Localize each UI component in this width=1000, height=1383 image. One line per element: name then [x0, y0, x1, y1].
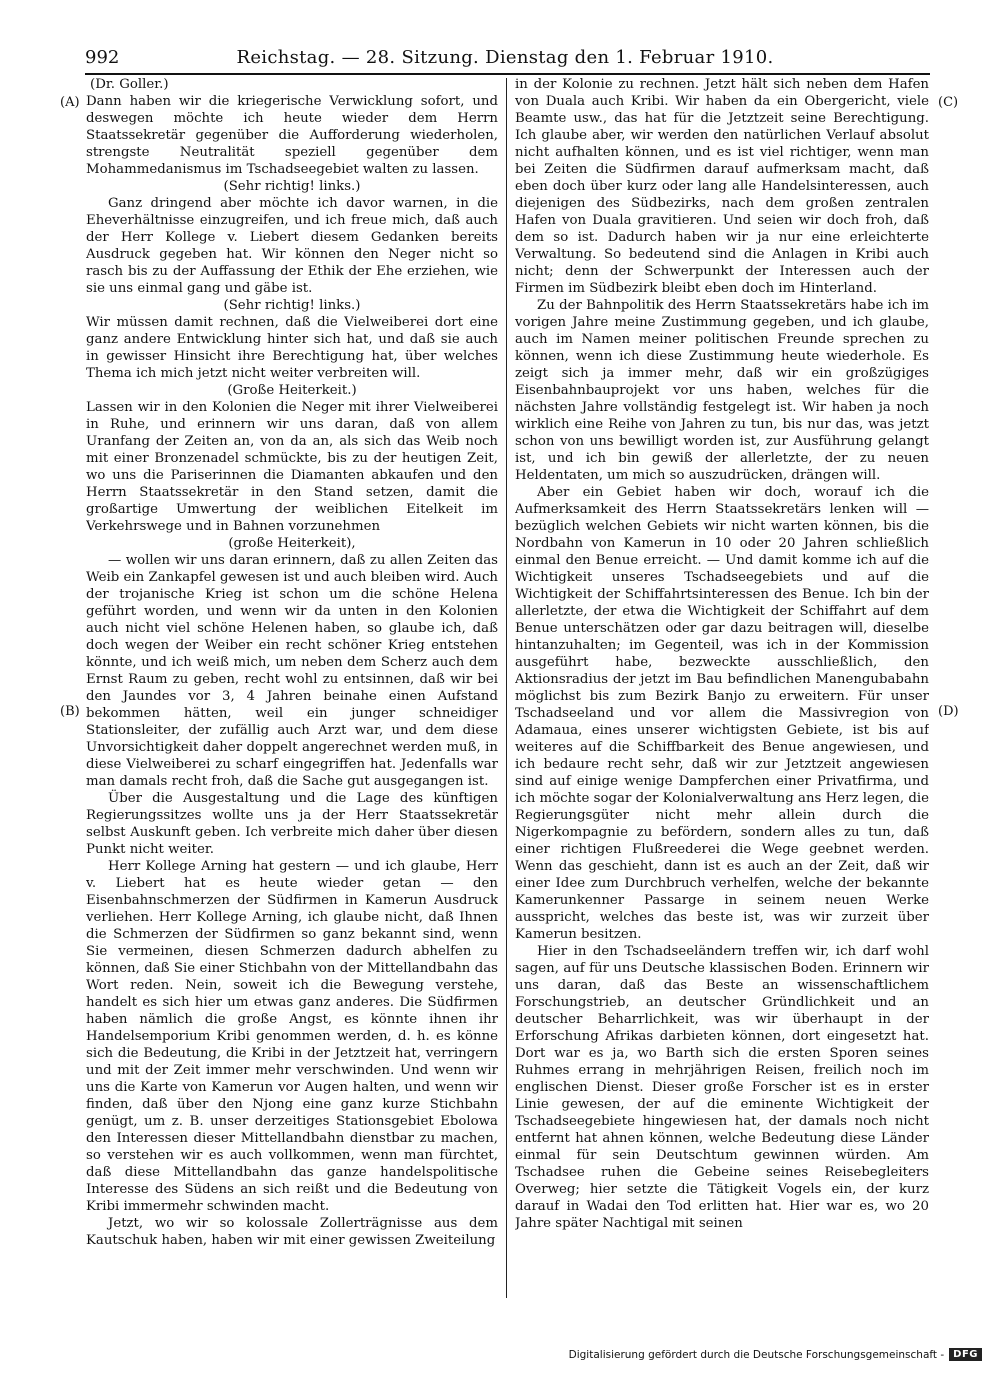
header-rule: [85, 73, 930, 75]
column-divider: [506, 78, 507, 1298]
paragraph: Hier in den Tschadseeländern treffen wir, ich darf wohl sagen, auf für uns Deutsche klassischen Boden. Erinnern wir uns daran, daß das Beste an wissenschaftlichem Forschungstrieb, an deutscher Gründlichkeit und an deutscher Beharrlichkeit, was wir überhaupt in der Erforschung Afrikas darbieten können, dort eingesetzt hat. Dort war es ja, wo Barth sich die ersten Sporen seines Ruhmes errang in mehrjährigen Reisen, freilich noch im englischen Dienst. Dieser große Forscher ist es in erster Linie gewesen, der auf die eminente Wichtigkeit der Tschadseegebiete hingewiesen hat, der damals noch nicht entfernt hat ahnen können, welche Bedeutung diese Länder einmal für sein Deutschtum gewinnen würden. Am Tschadsee ruhen die Gebeine seines Reisebegleiters Overweg; hier setzte die Tätigkeit Vogels ein, der kurz darauf in Wadai den Tod erlitten hat. Hier war es, wo 20 Jahre später Nachtigal mit seinen: [515, 944, 929, 1231]
paragraph: Dann haben wir die kriegerische Verwicklung sofort, und deswegen möchte ich heute wieder dem Herrn Staatssekretär gegenüber die Aufforderung wiederholen, strengste Neutralität speziell gegenüber dem Mohammedanismus im Tschadseegebiet walten zu lassen.: [86, 94, 498, 177]
margin-letter-a: (A): [60, 95, 80, 110]
margin-letter-b: (B): [60, 704, 80, 719]
margin-letter-d: (D): [938, 704, 959, 719]
credit-text: Digitalisierung gefördert durch die Deutsche Forschungsgemeinschaft -: [568, 1348, 945, 1361]
paragraph: — wollen wir uns daran erinnern, daß zu allen Zeiten das Weib ein Zankapfel gewesen ist und auch bleiben wird. Auch der trojanische Krieg ist schon um die schöne Helena geführt worden, und wenn wir da unten in den Kolonien auch nicht viel schöne Helenen haben, so glaube ich, daß doch wegen der Weiber ein recht schöner Krieg entstehen könnte, und ich weiß mich, um neben dem Scherz auch dem Ernst Raum zu geben, recht wohl zu entsinnen, daß wir bei den Jaundes vor 3, 4 Jahren beinahe einen Aufstand bekommen hätten, weil ein junger schneidiger Stationsleiter, der zufällig auch Arzt war, und dem diese Unvorsichtigkeit daher doppelt angerechnet werden muß, in diese Vielweiberei zu scharf eingegriffen hat. Jedenfalls war man damals recht froh, daß die Sache gut ausgegangen ist.: [86, 553, 498, 789]
page-header: [85, 47, 925, 71]
margin-letter-c: (C): [938, 95, 959, 110]
interjection: (große Heiterkeit),: [228, 536, 356, 551]
paragraph: Lassen wir in den Kolonien die Neger mit ihrer Vielweiberei in Ruhe, und erinnern wir uns daran, daß von allem Uranfang der Zeiten an, von da an, als sich das Weib noch mit einer Bronzenadel schmückte, bis zu der heutigen Zeit, wo uns die Pariserinnen die Diamanten abkaufen und den Herrn Staatssekretär in den Stand setzen, damit die großartige Umwertung der weiblichen Eitelkeit im Verkehrswege und in Bahnen vorzunehmen: [86, 400, 498, 534]
speaker-label: (Dr. Goller.): [90, 77, 169, 92]
left-column: [86, 76, 498, 1296]
paragraph: Aber ein Gebiet haben wir doch, worauf ich die Aufmerksamkeit des Herrn Staatssekretärs lenken will — bezüglich welchen Gebiets wir nicht warten können, bis die Nordbahn von Kamerun in 10 oder 20 Jahren schließlich einmal den Benue erreicht. — Und damit komme ich auf die Wichtigkeit unseres Tschadseegebiets und auf die Wichtigkeit der Schiffahrtsinteressen des Benue. Ich bin der allerletzte, der etwa die Wichtigkeit der Schiffahrt auf dem Benue unterschätzen oder gar dazu beitragen will, dieselbe hintanzuhalten; im Gegenteil, was ich in der Kommission ausgeführt habe, bezweckte ausschließlich, den Aktionsradius der jetzt im Bau befindlichen Manengubabahn möglichst bis zum Bezirk Banjo zu erweitern. Für unser Tschadseeland und vor allem die Massivregion von Adamaua, eines unserer wichtigsten Gebiete, ist bis auf weiteres auf die Schiffbarkeit des Benue angewiesen, und ich bedaure recht sehr, daß wir zur Jetztzeit angewiesen sind auf einige wenige Dampferchen einer Privatfirma, und ich möchte sogar der Kolonialverwaltung ans Herz legen, die Regierungsgüter nicht mehr allein durch die Nigerkompagnie zu befördern, sondern alles zu tun, daß einer richtigen Flußreederei die Wege geebnet werden. Wenn das geschieht, dann ist es auch an der Zeit, daß wir einer Idee zum Durchbruch verhelfen, welche der bekannte Kamerunkenner Passarge in seinem neuen Werke ausspricht, welches das beste ist, was wir zurzeit über Kamerun besitzen.: [515, 485, 929, 942]
dfg-logo-icon: DFG: [949, 1348, 982, 1361]
right-column: [515, 76, 929, 1296]
paragraph: Jetzt, wo wir so kolossale Zollerträgnisse aus dem Kautschuk haben, haben wir mit einer gewissen Zweiteilung: [86, 1216, 498, 1248]
digitization-credit: [569, 1348, 982, 1361]
paragraph: Über die Ausgestaltung und die Lage des künftigen Regierungssitzes wollte uns ja der Herr Staatssekretär selbst Auskunft geben. Ich verbreite mich daher über diesen Punkt nicht weiter.: [86, 791, 498, 857]
interjection: (Sehr richtig! links.): [223, 179, 361, 194]
interjection: (Große Heiterkeit.): [227, 383, 357, 398]
paragraph: in der Kolonie zu rechnen. Jetzt hält sich neben dem Hafen von Duala auch Kribi. Wir haben da ein Obergericht, viele Beamte usw., das hat für die Jetztzeit seine Berechtigung. Ich glaube aber, wir werden den natürlichen Verlauf absolut nicht aufhalten können, und es ist viel richtiger, wenn man bei Zeiten die Südfirmen darauf aufmerksam macht, daß eben doch über kurz oder lang alle Handelsinteressen, auch diejenigen des Südbezirks, nach dem großen zentralen Hafen von Duala gravitieren. Und seien wir doch froh, daß dem so ist. Dadurch haben wir ja nur eine erleichterte Verwaltung. So bedeutend sind die Anlagen in Kribi auch nicht; denn der Schwerpunkt der Interessen auch der Firmen im Südbezirk bleibt eben doch im Hinterland.: [515, 77, 929, 296]
page-number: 992: [85, 47, 120, 68]
paragraph: Wir müssen damit rechnen, daß die Vielweiberei dort eine ganz andere Entwicklung hinter sich hat, und daß sie auch in gewisser Hinsicht ihre Berechtigung hat, über welches Thema ich mich jetzt nicht weiter verbreiten will.: [86, 315, 498, 381]
paragraph: Ganz dringend aber möchte ich davor warnen, in die Eheverhältnisse einzugreifen, und ich freue mich, daß auch der Herr Kollege v. Liebert diesem Gedanken bereits Ausdruck gegeben hat. Wir können den Neger nicht so rasch bis zu der Auffassung der Ethik der Ehe erziehen, wie sie uns einmal gang und gäbe ist.: [86, 196, 498, 296]
running-head: Reichstag. — 28. Sitzung. Dienstag den 1. Februar 1910.: [236, 47, 774, 68]
interjection: (Sehr richtig! links.): [223, 298, 361, 313]
paragraph: Zu der Bahnpolitik des Herrn Staatssekretärs habe ich im vorigen Jahre meine Zustimmung gegeben, und ich glaube, auch im Namen meiner politischen Freunde sprechen zu können, wenn ich diese Zustimmung heute wiederhole. Es zeigt sich ja immer mehr, daß wir ein großzügiges Eisenbahnbauprojekt vor uns haben, welches für die nächsten Jahre vollständig festgelegt ist. Wir haben ja noch wirklich eine Reihe von Jahren zu tun, bis nur das, was jetzt schon von uns bewilligt worden ist, zur Ausführung gelangt ist, und ich bin gewiß der allerletzte, der zu neuen Heldentaten, um mich so auszudrücken, drängen will.: [515, 298, 929, 483]
paragraph: Herr Kollege Arning hat gestern — und ich glaube, Herr v. Liebert hat es heute wieder getan — den Eisenbahnschmerzen der Südfirmen in Kamerun Ausdruck verliehen. Herr Kollege Arning, ich glaube nicht, daß Ihnen die Schmerzen der Südfirmen so ganz bekannt sind, wenn Sie vermeinen, diesen Schmerzen dadurch abhelfen zu können, daß Sie einer Stichbahn von der Mittellandbahn das Wort reden. Nein, soweit ich die Bewegung verstehe, handelt es sich hier um etwas ganz anderes. Die Südfirmen haben nämlich die große Angst, es könnte ihnen ihr Handelsemporium Kribi genommen werden, d. h. es könne sich die Bedeutung, die Kribi in der Jetztzeit hat, verringern und mit der Zeit immer mehr verschwinden. Und wenn wir uns die Karte von Kamerun vor Augen halten, und wenn wir finden, daß über den Njong eine ganz kurze Stichbahn genügt, um z. B. unser derzeitiges Stationsgebiet Ebolowa den Interessen dieser Mittellandbahn dienstbar zu machen, so verstehen wir es auch vollkommen, wenn man fürchtet, daß diese Mittellandbahn das ganze handelspolitische Interesse des Südens an sich reißt und die Bedeutung von Kribi immermehr schwinden macht.: [86, 859, 498, 1214]
